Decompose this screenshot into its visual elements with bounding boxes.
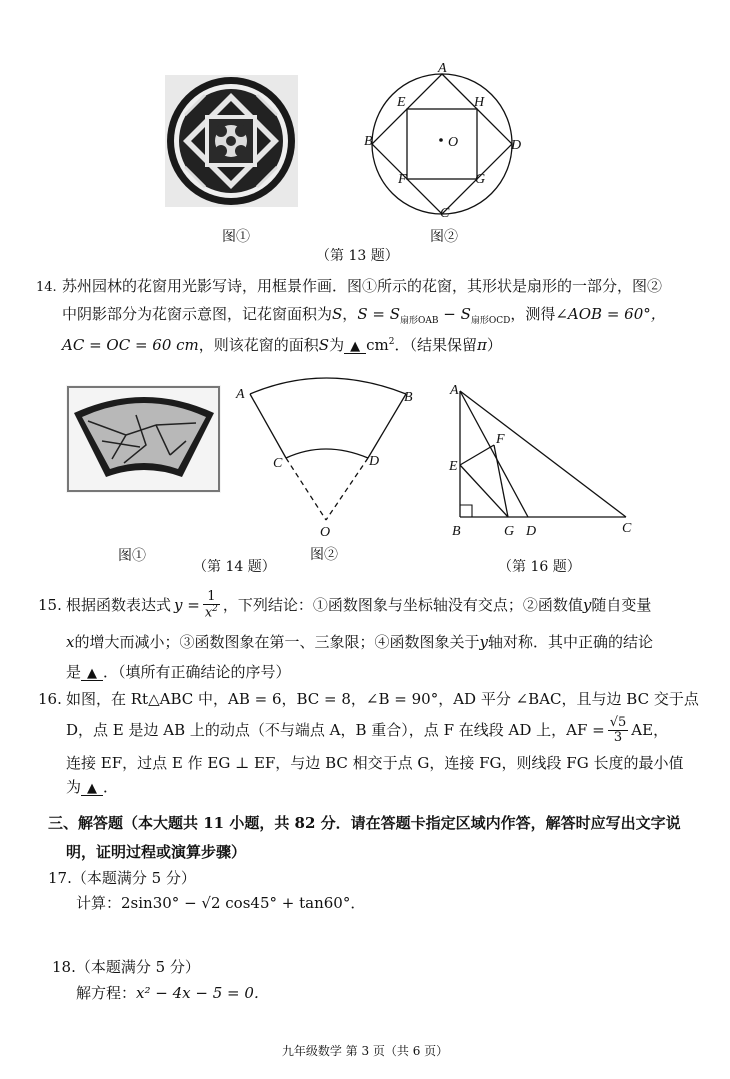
q16-point-E: E (449, 459, 458, 474)
q16-point-G: G (504, 524, 515, 539)
q15-frac-den-x: x (204, 605, 213, 621)
q15-line1 (66, 588, 651, 622)
q16-frac-den: 3 (613, 729, 623, 745)
q18-body (76, 986, 269, 1001)
q15-frac-num: 1 (203, 590, 220, 605)
q16-text-a: D，点 E 是边 AB 上的动点（不与端点 A，B 重合），点 F 在线段 AD 上，AF = (66, 720, 605, 739)
q16-point-C: C (622, 521, 632, 536)
page-footer: 九年级数学 第 3 页（共 6 页） (281, 1044, 449, 1058)
q14-line2 (62, 307, 666, 326)
q16-fraction (608, 716, 629, 744)
q13-figure-1-photo (165, 75, 298, 207)
q16-point-F: F (496, 432, 505, 447)
q16-frac-num: √5 (609, 714, 627, 730)
q16-text-c: 为 (66, 778, 82, 796)
q14-point-B: B (404, 390, 413, 405)
q15-var-y: y (582, 595, 592, 614)
q17-prompt: 计算： (76, 894, 122, 912)
q15-text-f: 是 (66, 663, 82, 681)
q14-line3-text: ，则该花窗的面积 (198, 336, 319, 354)
q14-sub-ocd: 扇形OCD (470, 316, 511, 326)
q13-fig1-caption: 图① (222, 229, 250, 245)
q15-line2 (66, 635, 653, 650)
q14-line2-text: 中阴影部分为花窗示意图，记花窗面积为 (62, 305, 333, 323)
q16-line1: 如图，在 Rt△ABC 中，AB = 6，BC = 8，∠B = 90°，AD 平分 ∠BAC，且与边 BC 交于点 (66, 690, 699, 708)
q13-label: （第 13 题） (316, 248, 399, 264)
q14-unit: cm (366, 336, 389, 354)
q16-line4 (66, 780, 118, 796)
q14-sub-oab: 扇形OAB (399, 316, 439, 326)
q13-point-D: D (511, 138, 522, 153)
q14-equation: AC = OC = 60 cm (62, 336, 199, 354)
q14-point-C: C (273, 456, 283, 471)
q14-pi: π (476, 336, 487, 354)
q15-var-y2: y (479, 633, 488, 651)
q13-fig2-caption: 图② (430, 229, 458, 245)
q14-label: （第 14 题） (193, 559, 276, 575)
q14-line1: 苏州园林的花窗用光影写诗，用框景作画．图①所示的花窗，其形状是扇形的一部分，图② (62, 277, 663, 295)
q15-text-d: 的增大而减小；③函数图象在第一、三象限；④函数图象关于 (74, 633, 480, 651)
q16-figure-diagram (450, 385, 640, 525)
q15-frac-den-sup: 2 (212, 603, 218, 614)
q14-close: ） (486, 336, 502, 354)
q15-text-c: 随自变量 (591, 595, 652, 614)
q15-text-e: 轴对称．其中正确的结论 (487, 633, 653, 651)
q14-point-O: O (320, 525, 331, 540)
q18-header: 18.（本题满分 5 分） (52, 958, 200, 976)
q13-point-E: E (397, 95, 406, 110)
q16-text-d: ． (103, 778, 119, 796)
q14-measured: ，测得 (510, 305, 556, 323)
q15-number: 15. (38, 596, 62, 614)
q15-answer-blank: ▲ (81, 667, 103, 681)
q18-prompt: 解方程： (76, 984, 137, 1002)
q14-figure-2-diagram (240, 370, 420, 530)
q14-point-D: D (369, 454, 380, 469)
q14-wei: 为 (329, 336, 345, 354)
q16-line2 (66, 712, 668, 748)
q17-header: 17.（本题满分 5 分） (48, 869, 196, 887)
q15-line3 (66, 665, 291, 681)
q16-point-A: A (450, 383, 459, 398)
q14-minus-S: − S (438, 305, 471, 323)
q15-text-b: ，下列结论：①函数图象与坐标轴没有交点；②函数值 (222, 595, 583, 614)
section3-heading-line2: 明，证明过程或演算步骤） (66, 843, 247, 861)
q13-point-F: F (398, 172, 407, 187)
q15-var-x: x (66, 633, 75, 651)
q16-number: 16. (38, 690, 62, 708)
q15-frac-den (203, 605, 220, 620)
q14-comma: ， (342, 305, 358, 323)
q14-keep: ．（结果保留 (394, 336, 477, 354)
q14-var-S: S (332, 305, 343, 323)
q14-point-A: A (236, 387, 245, 402)
q14-unit-sup: 2 (388, 337, 395, 347)
q14-fig1-caption: 图① (118, 548, 146, 564)
q13-point-G: G (475, 172, 486, 187)
section3-heading-line1: 三、解答题（本大题共 11 小题，共 82 分．请在答题卡指定区域内作答，解答时应写出文字说 (48, 814, 681, 832)
q14-fig2-caption: 图② (310, 547, 338, 563)
q13-point-C: C (440, 206, 450, 221)
q16-label: （第 16 题） (498, 559, 581, 575)
q16-answer-blank: ▲ (81, 782, 103, 796)
q13-point-B: B (364, 134, 373, 149)
q15-fraction (203, 590, 220, 620)
q13-point-A: A (438, 61, 447, 76)
q17-expression: 2sin30° − √2 cos45° + tan60°． (121, 894, 366, 912)
q14-answer-blank: ▲ (344, 340, 366, 354)
q15-text-g: ．（填所有正确结论的序号） (103, 663, 291, 681)
q14-var-S2: S (318, 336, 330, 354)
q14-line3 (62, 338, 502, 354)
q16-point-D: D (526, 524, 537, 539)
q13-figure-2-diagram (360, 60, 530, 230)
q13-point-H: H (474, 95, 485, 110)
q13-point-O: O (448, 135, 459, 150)
q14-formula-S: S = S (357, 305, 400, 323)
q17-body (76, 896, 365, 911)
q15-text-a: 根据函数表达式 (66, 595, 172, 614)
q16-point-B: B (452, 524, 461, 539)
q15-func-lhs: y = (174, 595, 200, 614)
q18-expression: x² − 4x − 5 = 0． (136, 984, 269, 1002)
q14-number: 14. (36, 280, 57, 295)
q16-text-b: AE， (631, 720, 669, 739)
q14-figure-1-photo (66, 385, 221, 493)
q16-line3: 连接 EF，过点 E 作 EG ⊥ EF，与边 BC 相交于点 G，连接 FG，则线段 FG 长度的最小值 (66, 754, 684, 772)
q14-angle: ∠AOB = 60°， (555, 305, 666, 323)
